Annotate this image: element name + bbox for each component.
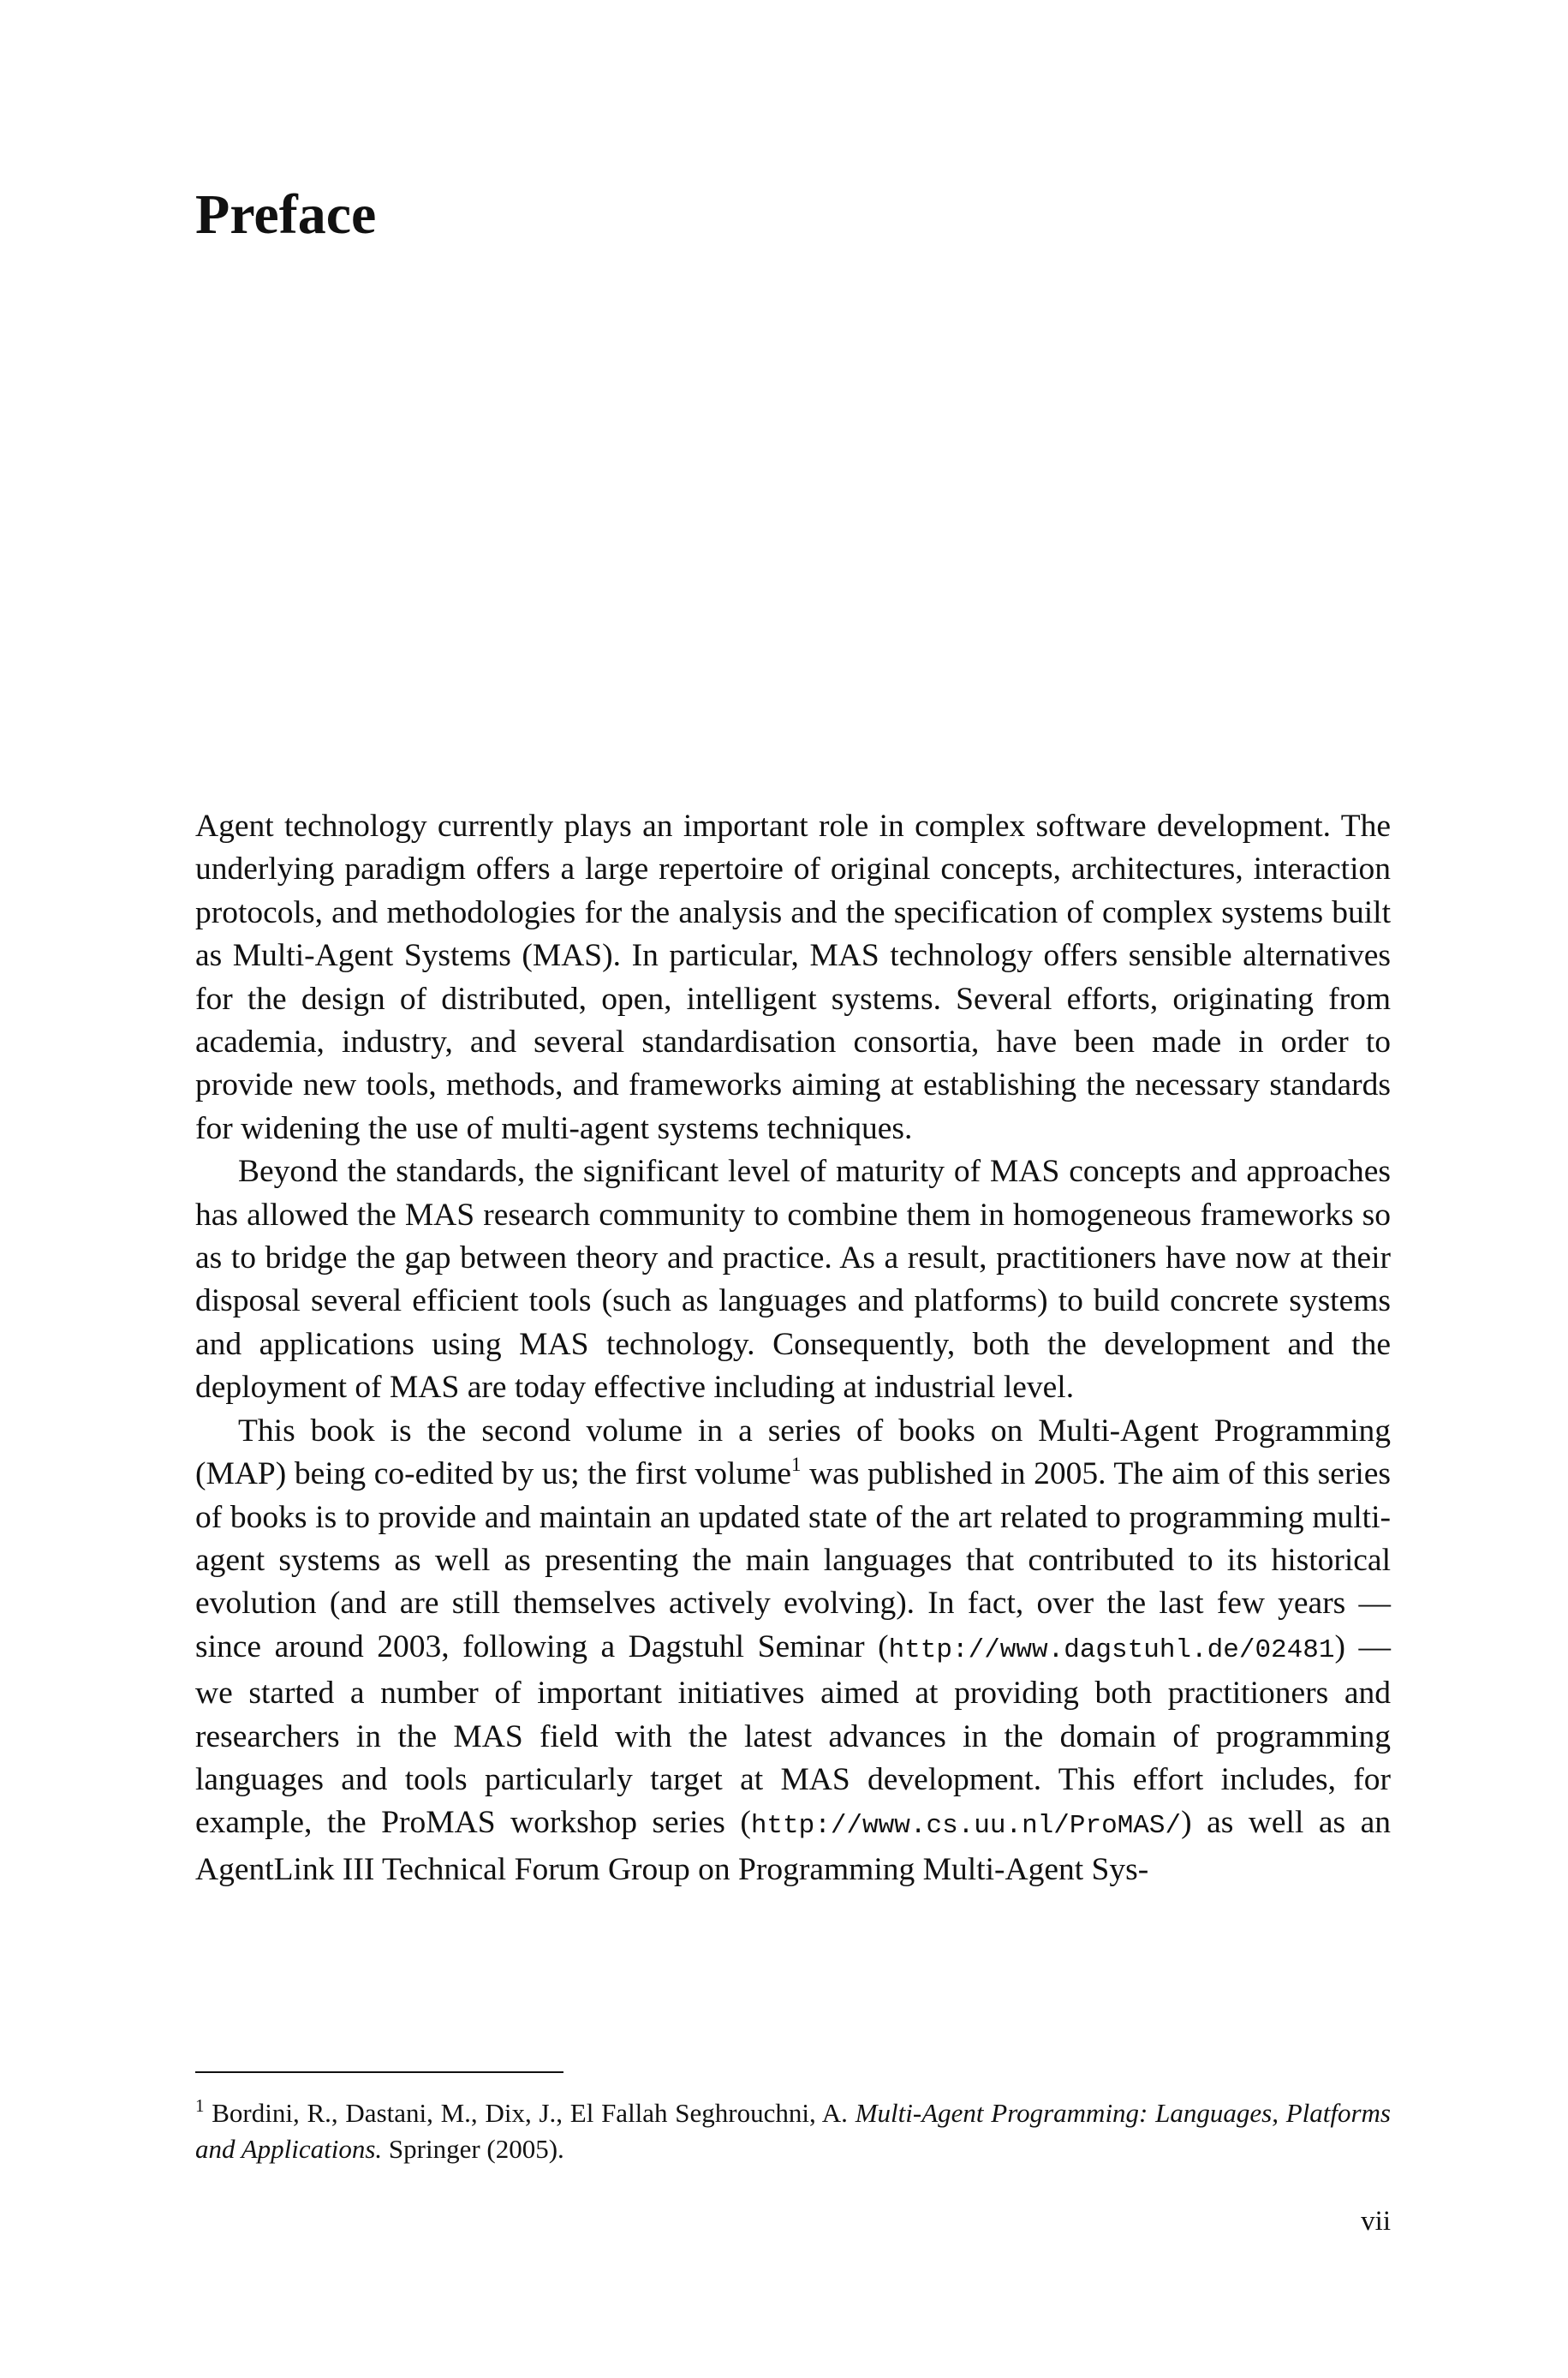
footnote-divider	[195, 2071, 563, 2073]
paragraph: Agent technology currently plays an important role in complex software development. The underlying paradigm offers a large repertoire of original concepts, architectures, interaction protocols, and methodologies for the analysis and the specification of complex systems built as Multi-Agent Systems (MAS). In particular, MAS technology offers sensible alternatives for the design of distributed, open, intelligent systems. Several efforts, originating from academia, industry, and several standardisation consortia, have been made in order to provide new tools, methods, and frameworks aiming at establishing the necessary standards for widening the use of multi-agent systems techniques.	[195, 809, 1391, 1146]
paragraph-text: was published in 2005. The aim of this series of books is to provide and maintain an updated state of the art related to programming multi-agent systems as well as presenting the main languages that contributed to its historical evolution (and are still themselves actively evolving). In fact, over the last few years — since around 2003, following a Dagstuhl Seminar (	[195, 1456, 1391, 1664]
footnote-number: 1	[195, 2095, 205, 2116]
paragraph-text: ) as well as an AgentLink III Technical Forum Group on Programming Multi-Agent Sys-	[195, 1805, 1392, 1887]
chapter-title: Preface	[195, 183, 377, 246]
footnote-authors: Bordini, R., Dastani, M., Dix, J., El Fallah Seghrouchni, A.	[204, 2098, 856, 2128]
promas-url-link[interactable]: http://www.cs.uu.nl/ProMAS/	[750, 1811, 1182, 1842]
paragraph-text: This book is the second volume in a series of books on Multi-Agent Programming (MAP) being co-edited by us; the first volume	[195, 1413, 1391, 1492]
paragraph: Beyond the standards, the significant level of maturity of MAS concepts and approaches has allowed the MAS research community to combine them in homogeneous frameworks so as to bridge the gap between theory and practice. As a result, practitioners have now at their disposal several efficient tools (such as languages and platforms) to build concrete systems and applications using MAS technology. Consequently, both the development and the deployment of MAS are today effective including at industrial level.	[195, 1154, 1391, 1406]
paragraph	[195, 1410, 1391, 1891]
footnote	[195, 2095, 1391, 2167]
dagstuhl-url-link[interactable]: http://www.dagstuhl.de/02481	[888, 1634, 1335, 1665]
footnote-reference: 1	[791, 1454, 802, 1476]
body-text	[195, 805, 1391, 1891]
footnote-book-title: Multi-Agent Programming: Languages, Platforms and Applications.	[195, 2098, 1391, 2164]
page-number: vii	[1361, 2206, 1391, 2237]
footnote-publisher: Springer (2005).	[382, 2134, 564, 2164]
paragraph-text: ) — we started a number of important initiatives aimed at providing both practitioners and researchers in the MAS field with the latest advances in the domain of programming languages and tools particularly target at MAS development. This effort includes, for example, the ProMAS workshop series (	[195, 1628, 1391, 1841]
